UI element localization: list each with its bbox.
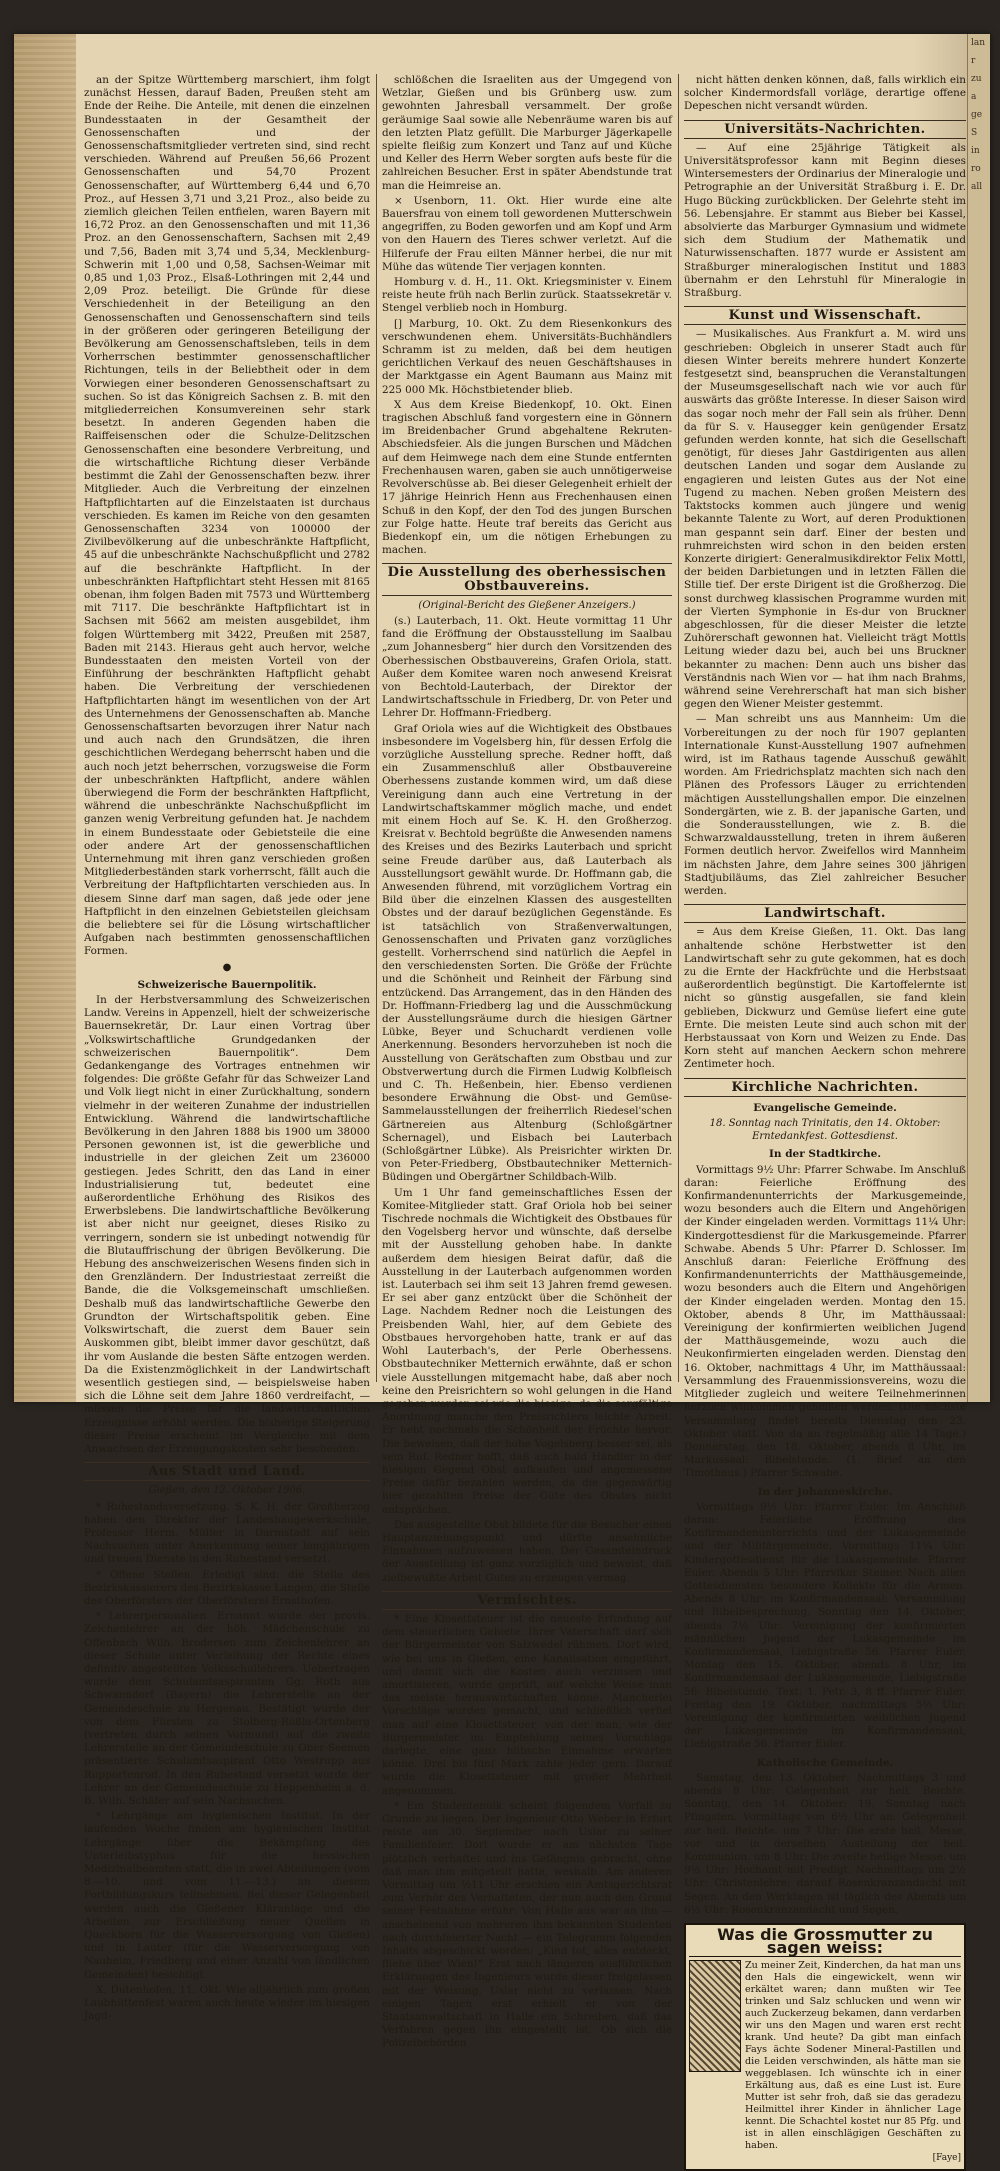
section-heading: Vermischtes. bbox=[382, 1591, 672, 1610]
column-3 bbox=[684, 74, 966, 2164]
advertisement-illustration bbox=[689, 1960, 741, 2072]
strip-text: ro bbox=[971, 164, 981, 174]
section-heading: Die Ausstellung des oberhessischen Obstbauvereins. bbox=[382, 563, 672, 595]
news-item: — Man schreibt uns aus Mannheim: Um die Vorbereitungen zu der noch für 1907 geplanten Internationale Kunst-Ausstellung 1907 aufnehmen wird, ist im Rathaus tagende Ausschuß gewählt worden. Am Friedrichsplatz machten sich nach den Plänen des Professors Läuger zu errichtenden mächtigen Ausstellungshallen empor. Die einzelnen Sondergärten, wie z. B. der japanische Garten, und die Sonderausstellungen, wie z. B. die Schwarzwaldausstellung, treten in ihrem äußeren Formen deutlich hervor. Zweifellos wird Mannheim im nächsten Jahre, dem Jahre seines 300 jährigen Stadtjubiläums, das Ziel zahlreicher Besucher werden. bbox=[684, 713, 966, 897]
news-item: X. Dutenhofen, 11. Okt. Wie alljährlich zum großen Laubhüttenfest waren auch heute wieder im hiesigen Jagd- bbox=[84, 1983, 370, 2023]
news-item: — Musikalisches. Aus Frankfurt a. M. wird uns geschrieben: Obgleich in unserer Stadt auch für diesen Winter bereits mehrere hundert Konzerte festgesetzt sind, beanspruchen die Veranstaltungen der Museumsgesellschaft nach wie vor auch für auswärts das größte Interesse. In dieser Saison wird das sogar noch mehr der Fall sein als früher. Denn da für S. v. Hausegger kein genügender Ersatz gefunden werden konnte, hat sich die Gesellschaft genötigt, für dieses Jahr Gastdirigenten aus allen deutschen Landen und sogar dem Auslande zu engagieren und leisten Gutes aus der Not eine Tugend zu machen. Neben großen Meistern des Taktstocks kommen auch jüngere und wenig bekannte Talente zu Wort, auf deren Produktionen man gespannt sein darf. Einer der besten und ruhmreichsten wird schon in den beiden ersten Konzerte dirigiert: Generalmusikdirektor Felix Mottl, der beiden Darbietungen und in letzten Fällen die Stille tief. Der erste Dirigent ist die Großherzog. Die sonst durchweg klassischen Programme wurden mit der Vierten Symphonie in Es-dur von Bruckner abgeschlossen, für die dieser Meister die letzte Zuhörerschaft gewonnen hat. Vielleicht trägt Mottls Leitung wieder dazu bei, auch bei uns Bruckner bekannter zu machen: Denn auch uns bisher das Verständnis nach Wien vor — hat ihm nach Brahms, während seine Verehrerschaft hat man sich bisher gegen den Wiener Meister gestemmt. bbox=[684, 328, 966, 711]
article-paragraph: Um 1 Uhr fand gemeinschaftliches Essen der Komitee-Mitglieder statt. Graf Oriola hob bei seiner Tischrede nochmals die Wichtigkeit des Obstbaues für den Vogelsberg hervor und wünschte, daß derselbe mit der Ausstellung gehoben habe. In dankte außerdem dem hiesigen Beirat dafür, daß die Ausstellung in der Lauterbach aufgenommen worden ist. Lauterbach sei ihm seit 13 Jahren fremd gewesen. Er sei aber ganz entzückt über die Schönheit der Lage. Nachdem Redner noch die Leistungen des Preisbenden Wahl, hier, auf dem Gebiete des Obstbaues hervorgehoben hatte, trank er auf das Wohl Lauterbach's, der Perle Oberhessens. Obstbautechniker Metternich erwähnte, daß er schon viele Ausstellungen mitgemacht habe, daß aber noch keine den Preisrichtern so wohl gelungen in die Hand gegeben worden sei wie die hiesige, da die sorgfältige Anordnung manche den Preisrichtern leichte Arbeit. Er hebt nochmals die Schönheit der Früchte hervor. Die beweisen, daß der hohe Vogelsberg besser sei, als sein Ruf. Redner hofft, daß auch bald Händler in der hiesigen Gegend Obst aufkaufen und angemessene Preise dafür bezahlen werden, da die gegenwärtig hier gezahlten Preise der Güte des Obstes nicht entsprächen. bbox=[382, 1186, 672, 1516]
strip-text: a bbox=[971, 92, 977, 102]
column-rule bbox=[678, 74, 679, 1382]
section-heading: Kunst und Wissenschaft. bbox=[684, 306, 966, 325]
strip-text: r bbox=[971, 56, 976, 66]
news-item: [] Marburg, 10. Okt. Zu dem Riesenkonkurs des verschwundenen ehem. Universitäts-Buchhändlers Schramm ist zu melden, daß bei dem heutigen gerichtlichen Verkauf des neuen Geschäftshauses in der Marktgasse ein Agent Baumann aus Mainz mit 225 000 Mk. Höchstbietender blieb. bbox=[382, 317, 672, 396]
adjacent-page-strip bbox=[967, 34, 990, 1402]
advertisement bbox=[684, 1923, 966, 2171]
church-subheading: In der Johanneskirche. bbox=[757, 1485, 893, 1498]
service-listing: Samstag, den 13. Oktober: Nachmittags 3 und abends 8 Uhr: Gelegenheit zur heil. Beichte. Sonntag, den 14. Oktober: 19. Sonntag nach Pfingsten. Vormittags von 6½ Uhr an: Gelegenheit zur heil. Beichte. um 7 Uhr: Die erste heil. Messe, vor und in derselben Austeilung der heil. Kommunion. um 8 Uhr: Die zweite heilige Messe. um 9½ Uhr: Hochamt mit Predigt. Nachmittags um 2½ Uhr: Christenlehre; darauf Rosenkranzandacht mit Segen. An den Werktagen ist täglich des Abends um 6½ Uhr: Rosenkranzandacht und Segen. bbox=[684, 1771, 966, 1916]
section-subtitle: (Original-Bericht des Gießener Anzeigers.) bbox=[418, 599, 636, 611]
news-item: Homburg v. d. H., 11. Okt. Kriegsminister v. Einem reiste heute früh nach Berlin zurück. Staatssekretär v. Stengel verblieb noch in Homburg. bbox=[382, 276, 672, 315]
strip-text: lan bbox=[971, 38, 986, 48]
article-paragraph: an der Spitze Württemberg marschiert, ihm folgt zunächst Hessen, darauf Baden, Preußen steht am Ende der Reihe. Die Anteile, mit denen die einzelnen Bundesstaaten in der Gesamtheit der Genossenschaften und der Genossenschaftsmitglieder vertreten sind, sind recht verschieden. Während auf Preußen 56,66 Prozent Genossenschaften und 54,70 Prozent Genossenschafter, auf Württemberg 6,44 und 6,70 Proz., auf Hessen 3,71 und 3,21 Proz., also beide zu ziemlich gleichen Teilen entfielen, waren Bayern mit 16,72 Proz. an den Genossenschaften und mit 11,36 Proz. an den Genossenschaftern, Sachsen mit 2,49 und 7,56, Baden mit 3,74 und 5,34, Mecklenburg-Schwerin mit 1,00 und 0,58, Sachsen-Weimar mit 0,85 und 1,03 Proz., Elsaß-Lothringen mit 2,44 und 2,09 Proz. beteiligt. Die Gründe für diese Verschiedenheit in der Beteiligung an den Genossenschaften und Genossenschaftern sind teils in der größeren oder geringeren Beteiligung der Bevölkerung am Genossenschaftsleben, teils in dem Vorherrschen bestimmter genossenschaftlicher Richtungen, teils in der Beliebtheit oder in dem Vorwiegen einer besonderen Genossenschaftsart zu suchen. So ist das Königreich Sachsen z. B. mit den mitgliederreichen Konsumvereinen sehr stark besetzt. In anderen Gegenden haben die Raiffeisenschen oder die Schulze-Delitzschen Genossenschaften eine besondere Verbreitung, und die wirtschaftliche Richtung dieser Verbände bestimmt die Zahl der Genossenschaften bezw. ihrer Mitglieder. Auch die Verbreitung der einzelnen Haftpflichtarten auf die Einzelstaaten ist durchaus verschieden. Es kamen im Reiche von den gesamten Genossenschaften 3234 von 100000 der Zivilbevölkerung auf die unbeschränkte Haftpflicht, 45 auf die unbeschränkte Nachschußpflicht und 2782 auf die beschränkte Haftpflicht. In der unbeschränkten Haftpflichtart steht Hessen mit 8165 obenan, ihm folgen Baden mit 7573 und Württemberg mit 7117. Die beschränkte Haftpflichtart ist in Sachsen mit 5662 am meisten ausgebildet, ihm folgen Württemberg mit 3422, Preußen mit 2587, Baden mit 2143. Hieraus geht auch hervor, welche Bundesstaaten den meisten Vorteil von der Einführung der beschränkten Haftpflicht gehabt haben. Die Verbreitung der verschiedenen Haftpflichtarten hängt im wesentlichen von der Art des Unternehmens der Genossenschaften ab. Manche Genossenschaftsarten bevorzugen ihrer Natur nach und auch nach den Grundsätzen, die ihren geschichtlichen Werdegang beherrscht haben und die auch noch jetzt beherrschen, vorzugsweise die Form der unbeschränkten Haftpflicht, andere wählen überwiegend die Form der beschränkten Haftpflicht, während die unbeschränkte Nachschußpflicht im ganzen wenig Verbreitung gefunden hat. Je nachdem in einem Bundesstaate oder Gebietsteile die eine oder andere Art der genossenschaftlichen Unternehmung mit ihren ganz verschieden großen Mitgliederbeständen stark vorherrscht, fällt auch die Verbreitung der Haftpflichtarten verschieden aus. In diesem Sinne darf man sagen, daß jede oder jene Haftpflicht in den einzelnen Gebietsteilen gleichsam die beliebtere sei für die Lösung wirtschaftlicher Aufgaben nach bestimmten genossenschaftlichen Formen. bbox=[84, 74, 370, 958]
news-item: X Aus dem Kreise Biedenkopf, 10. Okt. Einen tragischen Abschluß fand vorgestern eine in Gönnern im Breidenbacher Grund abgehaltene Rekruten-Abschiedsfeier. Als die jungen Burschen und Mädchen auf dem Heimwege nach dem eine Stunde entfernten Frechenhausen waren, gaben sie auch unnötigerweise Revolverschüsse ab. Bei dieser Gelegenheit erhielt der 17 jährige Heinrich Henn aus Frechenhausen einen Schuß in den Kopf, der den Tod des jungen Burschen zur Folge hatte. Heute traf bereits das Gericht aus Biedenkopf ein, um die nötigen Erhebungen zu machen. bbox=[382, 398, 672, 557]
advertisement-signature: [Faye] bbox=[932, 2153, 961, 2164]
section-heading: Aus Stadt und Land. bbox=[84, 1462, 370, 1481]
news-item: * Ruhestandsversetzung. S. K. H. der Großherzog haben den Direktor der Landesbaugewerkschule, Professor Herm. Müller in Darmstadt auf sein Nachsuchen unter Anerkennung seiner langjährigen und treuen Dienste in den Ruhestand versetzt. bbox=[84, 1500, 370, 1566]
section-heading: Universitäts-Nachrichten. bbox=[684, 120, 966, 139]
church-name: Katholische Gemeinde. bbox=[756, 1756, 894, 1769]
news-item: = Aus dem Kreise Gießen, 11. Okt. Das lang anhaltende schöne Herbstwetter ist den Landwirtschaft sehr zu gute gekommen, hat es doch zu die Ernte der Hackfrüchte und die Herbstsaat außerordentlich begünstigt. Die Kartoffelernte ist nicht so günstig ausgefallen, sie fand klein geblieben, Dickwurz und Gemüse liefert eine gute Ernte. Die meisten Leute sind auch schon mit der Herbstaussaat von Korn und Weizen zu Ende. Das Korn steht auf manchen Aeckern schon mehrere Zentimeter hoch. bbox=[684, 926, 966, 1071]
news-item: * Lehrerpersonalien. Ernannt wurde der provis. Zeichenlehrer an der höh. Mädchenschule zu Offenbach Wilh. Brodersen zum Zeichenlehrer an dieser Schule unter Verleihung der Rechte eines definitiv angestellten Volksschullehrers. Uebertragen wurde dem Schulamtsaspiranten Gg. Roth aus Schwanndorf (Bayern) die Lehrerstelle an der Gemeindeschule zu Hergenau. Bestätigt wurde der von dem Fürsten zu Stolberg-Roßla-Ortenberg (vertreten durch seinen Vormund) auf die zweite Lehrerstelle an der Gemeindeschule zu Ober-Seemen präsentierte Schulamtsaspirant Otto Westrupp aus Rupportenrod. In den Ruhestand versetzt wurde der Lehrer an der Gemeindeschule zu Heppenheim a. d. B. Wilh. Schäfer auf sein Nachsuchen. bbox=[84, 1610, 370, 1807]
news-item: * Offene Stellen. Erledigt sind: die Stelle des Bezirkskassierers des Bezirkskasse Langen, die Stelle des Oberförsters der Oberförsterei Ernsthofen. bbox=[84, 1568, 370, 1607]
news-item: * Lehrgänge am hygienischen Institut. In der laufenden Woche finden am hygienischen Institut Lehrgänge über die Bekämpfung des Unterleibstyphus für die hessischen Medizinalbeamten statt, die in zwei Abteilungen (vom 8.—10. und vom 11.—13.) an diesem Fortbildungskurs teilnehmen. Bei dieser Gelegenheit werden auch die Gießener Kläranlage und die Arbeiten zur Erschließung neuer Quellen in Queckborn für die Wasserversorgung von Gießen) und in Lauter (für die Wasserversorgung von Nauheim, Friedberg und einer Anzahl von ländlichen Gemeinden) besichtigt. bbox=[84, 1810, 370, 1981]
news-item: ⨯ Usenborn, 11. Okt. Hier wurde eine alte Bauersfrau von einem toll gewordenen Mutterschwein angegriffen, zu Boden geworfen und am Kopf und Arm von den Hauern des Tieres schwer verletzt. Auf die Hilferufe der Frau eilten Männer herbei, die nur mit Mühe das wütende Tier verjagen konnten. bbox=[382, 194, 672, 273]
column-2 bbox=[382, 74, 672, 2050]
article-paragraph: nicht hätten denken können, daß, falls wirklich ein solcher Kindermordsfall vorläge, derartige offene Depeschen nicht versandt würden. bbox=[684, 74, 966, 113]
dateline: Gießen, den 12. Oktober 1906. bbox=[148, 1485, 306, 1497]
news-item: * Eine Klosettsteuer ist die neueste Erfindung auf dem steuerlichen Gebiete. Ihrer Vaterschaft darf sich der Bürgermeister von Salzwedel rühmen. Dort wird, wie bei uns in Gießen, eine Kanalisation eingeführt, und damit sich die Kosten auch verzinsen und amortisieren, wurde geprüft, auf welche Weise man das meiste herauswirtschaften könne. Mancherlei Vorschläge wurden gemacht, und schließlich verfiel man auf eine Klosettsteuer, von der man, wie der Bürgermeister im Einpfehlung seines Vorschlags darlegte, eine ganz hübsche Einnahme erwarten könne. Drei bis fünf Mark zahle jeder gern. Darauf wurde die Klosettsteuer mit großer Mehrheit angenommen. bbox=[382, 1612, 672, 1797]
advertisement-text: Zu meiner Zeit, Kinderchen, da hat man uns den Hals die eingewickelt, wenn wir erkältet waren; dann mußten wir Tee trinken und Salz schlucken und wenn wir auch Zuckerzeug bekamen, dann verdarben wir uns den Magen und waren erst recht krank. Und heute? Da gibt man einfach Fays ächte Sodener Mineral-Pastillen und die Leiden verschwinden, als hätte man sie weggeblasen. Ich wünschte ich in einer Erkältung aus, daß es eine Lust ist. Eure Mutter ist sehr froh, daß sie das geradezu Heilmittel ihrer Kinder in ähnlicher Lage kennt. Die Schachtel kostet nur 85 Pfg. und ist in allen einschlägigen Geschäften zu haben. bbox=[745, 1960, 961, 2152]
strip-text: all bbox=[971, 182, 983, 192]
article-paragraph: Das ausgestellte Obst bildete für die Besucher einen Hauptanziehungspunkt und dürfte ansehnliche Einnahmen aufzuweisen haben. Der Gesamteindruck der Ausstellung ist ganz vorzüglich und beweist, daß zielbewußte Arbeit Gutes zu erzeugen vermag. bbox=[382, 1518, 672, 1584]
church-name: Evangelische Gemeinde. bbox=[753, 1101, 897, 1114]
section-heading: Landwirtschaft. bbox=[684, 904, 966, 923]
strip-text: in bbox=[971, 146, 980, 156]
service-listing: Vormittags 9½ Uhr: Pfarrer Schwabe. Im Anschluß daran: Feierliche Eröffnung des Konfirmandenunterrichts der Markusgemeinde, wozu besonders auch die Eltern und Angehörigen der Kinder eingeladen werden. Vormittags 11¼ Uhr: Kindergottesdienst für die Markusgemeinde. Pfarrer Schwabe. Abends 5 Uhr: Pfarrer D. Schlosser. Im Anschluß daran: Feierliche Eröffnung des Konfirmandenunterrichts der Matthäusgemeinde, wozu besonders auch die Eltern und Angehörigen der Kinder eingeladen werden. Montag den 15. Oktober, abends 8 Uhr, im Matthäussaal: Vereinigung der konfirmierten weiblichen Jugend der Matthäusgemeinde, wozu auch die Neukonfirmierten eingeladen werden. Dienstag den 16. Oktober, nachmittags 4 Uhr, im Matthäussaal: Versammlung des Frauenmissionsvereins, wozu die Mitglieder zugleich und weitere Teilnehmerinnen herzlich willkommen geheißen werden. (Die nächste Versammlung findet bereits Dienstag den 23. Oktober statt. Von da an regelmäßig alle 14 Tage.) Donnerstag, den 18. Oktober, abends 8 Uhr, im Markussaal: Bibelstunde. (1. Brief an den Timotheus.) Pfarrer Schwabe. bbox=[684, 1163, 966, 1480]
newspaper-page bbox=[14, 34, 990, 2164]
strip-text: S bbox=[971, 128, 978, 138]
article-title: Schweizerische Bauernpolitik. bbox=[137, 978, 317, 991]
article-paragraph: Graf Oriola wies auf die Wichtigkeit des Obstbaues insbesondere im Vogelsberg hin, für dessen Erfolg die vorzügliche Ausstellung spreche. Redner hofft, daß ein Zusammenschluß aller Obstbauvereine Oberhessens zustande kommen wird, um daß diese Vereinigung dann auch eine Vertretung in der Landwirtschaftskammer möglich mache, und endet mit einem Hoch auf Se. K. H. den Großherzog. Kreisrat v. Bechtold begrüßte die Anwesenden namens des Kreises und des Bezirks Lauterbach und spricht seine Freude darüber aus, daß Lauterbach als Ausstellungsort gewählt wurde. Dr. Hoffmann gab, die Anwesenden führend, mit vorzüglichem Vortrag ein Bild über die einzelnen Klassen des ausgestellten Obstes und der darauf bezüglichen Gegenstände. Es ist tatsächlich von Straßenverwaltungen, Genossenschaften und Privaten ganz vorzügliches gestellt. Vorherrschend sind natürlich die Aepfel in den verschiedensten Sorten. Die Größe der Früchte und die Schönheit und Reinheit der Färbung sind entzückend. Das Arrangement, das in den Händen des Dr. Hoffmann-Friedberg lag und die Ausschmückung der Ausstellungsräume durch die hiesigen Gärtner Lübke, Beyer und Schuchardt verdienen volle Anerkennung. Besonders hervorzuheben ist noch die Ausstellung von Gerätschaften zum Obstbau und zur Obstverwertung durch die Firmen Ludwig Kolbfleisch und C. Th. Heßenbein, hier. Ebenso verdienen besondere Erwähnung die Obst- und Gemüse-Sammelausstellungen der freiherrlich Riedesel'schen Gärtnereien aus Altenburg (Schloßgärtner Schernagel), und Eisbach bei Lauterbach (Schloßgärtner Lübke). Als Preisrichter wirkten Dr. von Peter-Friedberg, Obstbautechniker Metternich-Büdingen und Obergärtner Schildbach-Wilb. bbox=[382, 722, 672, 1184]
service-date: 18. Sonntag nach Trinitatis, den 14. Oktober: Erntedankfest. Gottesdienst. bbox=[709, 1118, 941, 1143]
column-1 bbox=[84, 74, 370, 2023]
news-item: — Auf eine 25jährige Tätigkeit als Universitätsprofessor kann mit Beginn dieses Wintersemesters der Ordinarius der Mineralogie und Petrographie an der Universität Straßburg i. E. Dr. Hugo Bücking zurückblicken. Der Gelehrte steht im 56. Lebensjahre. Er stammt aus Bieber bei Kassel, absolvierte das Marburger Gymnasium und widmete sich dem Studium der Mathematik und Naturwissenschaften. 1877 wurde er Assistent am Straßburger mineralogischen Institut und 1883 übernahm er den Lehrstuhl für Mineralogie in Straßburg. bbox=[684, 141, 966, 300]
advertisement-title: Was die Grossmutter zu sagen weiss: bbox=[689, 1928, 961, 1957]
service-listing: Vormittags 9½ Uhr: Pfarrer Euler. Im Anschluß daran: Feierliche Eröffnung des Konfirmandenunterrichts und der Lukasgemeinde und der Militärgemeinde. Vormittags 11¼ Uhr: Kindergottesdienst für die Lukasgemeinde. Pfarrer Euler. Abends 5 Uhr: Pfarrvikar Steiner. Nach allen Gottesdiensten besondere Kollekte für die Armen. Abends 8 Uhr: im Konfirmandensaal: Versammlung und Bibelbesprechung. Sonntag den 14. Oktober, abends 7½ Uhr: Vereinigung der konfirmierten männlichen Jugend der Lukasgemeinde im Konfirmandensaal, Liebigstraße 56. Pfarrer Euler. Montag den 15. Oktober, abends 8 Uhr, im Konfirmandensaal der Lukasgemeinde, Liebigstraße 56: Bibelstunde. Text: 1. Petr. 3, 8 ff. Pfarrer Euler. Freitag den 19. Oktober, nachmittags 5½ Uhr: Vereinigung der konfirmierten weiblichen Jugend der Lukasgemeinde im Konfirmandensaal, Liebigstraße 56. Pfarrer Euler. bbox=[684, 1500, 966, 1751]
article-paragraph: In der Herbstversammlung des Schweizerischen Landw. Vereins in Appenzell, hielt der schweizerische Bauernsekretär, Dr. Laur einen Vortrag über „Volkswirtschaftliche Grundgedanken der schweizerischen Bauernpolitik“. Dem Gedankengange des Vortrages entnehmen wir folgendes: Die größte Gefahr für das Schweizer Land und Volk liegt nicht in einer Zurückhaltung, sondern vielmehr in der weiteren Zunahme der industriellen Entwicklung. Während die landwirtschaftliche Bevölkerung in den Jahren 1888 bis 1900 um 38000 Personen gewonnen ist, ist die gewerbliche und industrielle in der gleichen Zeit um 236000 gestiegen. Jedes Schritt, den das Land in einer Industrialisierung tut, bedeutet eine außerordentliche Erhöhung des Risikos des Erwerbslebens. Die landwirtschaftliche Bevölkerung ist aber nicht nur geeignet, dieses Risiko zu verringern, sondern sie ist unbedingt notwendig für die Blutauffrischung der übrigen Bevölkerung. Die Hebung des anschweizerischen Wesens finden sich in den Grenzländern. Der Industriestaat zerreißt die Bande, die die Volksgemeinschaft umschließen. Deshalb muß das landwirtschaftliche Gewerbe den Grundton der Wirtschaftspolitik geben. Eine Volkswirtschaft, die zuerst dem Bauer sein Auskommen gibt, bleibt immer davor geschützt, daß ihr vom Auslande die besten Säfte entzogen werden. Da die Existenzmöglichkeit in der Landwirtschaft wesentlich gestiegen sind, — beispielsweise haben sich die Löhne seit dem Jahre 1860 verdreifacht, — müssen die Preise für die landwirtschaftlichen Erzeugnisse erhöht werden. Die bisherige Steigerung dieser Preise erscheint im Vergleiche mit dem Anwachsen der Erzeugungskosten sehr bescheiden. bbox=[84, 994, 370, 1455]
strip-text: ge bbox=[971, 110, 983, 120]
binding-edge bbox=[14, 34, 76, 1402]
church-subheading: In der Stadtkirche. bbox=[769, 1148, 881, 1161]
article-paragraph: (s.) Lauterbach, 11. Okt. Heute vormittag 11 Uhr fand die Eröffnung der Obstausstellung im Saalbau „zum Johannesberg“ hier durch den Vorsitzenden des Oberhessischen Obstbauvereins, Grafen Oriola, statt. Außer dem Komitee waren noch anwesend Kreisrat von Bechtold-Lauterbach, der Direktor der Landwirtschaftsschule in Friedberg, Dr. von Peter und Lehrer Dr. Hoffmann-Friedberg. bbox=[382, 614, 672, 720]
section-heading: Kirchliche Nachrichten. bbox=[684, 1078, 966, 1097]
separator-mark: ● bbox=[222, 961, 232, 973]
news-item: schlößchen die Israeliten aus der Umgegend von Wetzlar, Gießen und bis Grünberg usw. zum gewohnten Jahresball versammelt. Der große geräumige Saal sowie alle Nebenräume waren bis auf den letzten Platz gefüllt. Die Marburger Jägerkapelle spielte fleißig zum Konzert und Tanz auf und Küche und Keller des Herrn Weber sorgten aufs beste für die zahlreichen Besucher. Erst in später Abendstunde trat man die Heimreise an. bbox=[382, 74, 672, 192]
column-rule bbox=[376, 74, 377, 1382]
news-item: * Ein Studentenulk scheint folgendem Vorfall zu Grunde zu liegen. Der Ingenieur Otto Weber in Erfurt reiste am 30. September nach Uslar zu seiner Familienfeier. Dort wurde er am nächsten Tage plötzlich verhaftet und ins Gefängnis gebracht, ohne daß man ihm mitgeteilt hatte, weshalb. Am anderen Vormittag um ½11 Uhr erschien ein Amtsgerichtsrat zum Verhör des Verhafteten, der nun auch den Grund seiner Festnahme erfuhr: Von Halle aus war an ihn — anscheinend von mehreren ihm bekannten Studenten nach durchfeierter Nacht — ein Telegramm folgenden Inhalts abgeschickt worden: „Kind tot, alles entdeckt, fliehe über Wien!“ Erst nach längeren ausführlichen Erklärungen des Ingenieurs wurde dieser freigelassen mit der Weisung, Uslar nicht zu verlassen. Nach einigen Tagen erst erhielt er von der Staatsanwaltschaft in Halle ein Schreiben, daß das Verfahren gegen ihn eingestellt ist. Ob sich die Polizeibehörden bbox=[382, 1799, 672, 2050]
strip-text: zu bbox=[971, 74, 982, 84]
